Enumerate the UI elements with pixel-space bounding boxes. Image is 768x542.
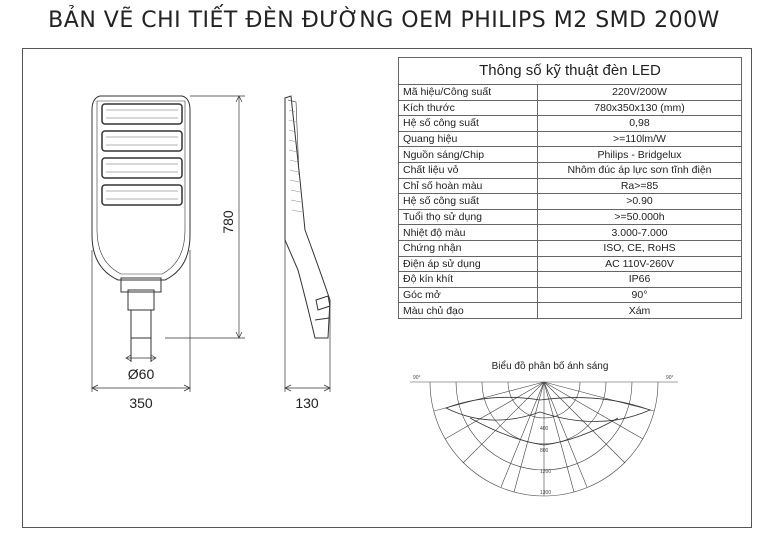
polar-ring-label: 1300: [540, 490, 552, 496]
side-dimensions: [285, 240, 330, 392]
pole-diameter-label: Ø60: [127, 366, 155, 382]
spec-row: [399, 225, 742, 241]
spec-row: [399, 194, 742, 210]
page-title: BẢN VẼ CHI TIẾT ĐÈN ĐƯỜNG OEM PHILIPS M2 SMD 200W: [48, 8, 720, 33]
polar-diagram: [410, 382, 678, 496]
height-dimension-label: 780: [220, 210, 236, 234]
spec-value: Xám: [538, 303, 742, 319]
spec-label: Nhiệt độ màu: [399, 225, 538, 241]
spec-value: AC 110V-260V: [538, 256, 742, 272]
spec-table-header-row: [399, 58, 742, 85]
spec-value: 3.000-7.000: [538, 225, 742, 241]
spec-row: [399, 100, 742, 116]
spec-label: Mã hiệu/Công suất: [399, 85, 538, 101]
polar-ring-label: 400: [540, 426, 549, 432]
spec-value: 780x350x130 (mm): [538, 100, 742, 116]
spec-value: 220V/200W: [538, 85, 742, 101]
spec-row: [399, 178, 742, 194]
polar-right-angle: 90°: [666, 375, 674, 381]
spec-value: >=110lm/W: [538, 131, 742, 147]
spec-row: [399, 240, 742, 256]
spec-value: 0,98: [538, 116, 742, 132]
side-view: [285, 96, 330, 338]
spec-row: [399, 209, 742, 225]
spec-row: [399, 287, 742, 303]
spec-value: 90°: [538, 287, 742, 303]
spec-row: [399, 256, 742, 272]
light-distribution-title: Biểu đồ phân bố ánh sáng: [491, 361, 609, 372]
spec-label: Điện áp sử dụng: [399, 256, 538, 272]
spec-label: Độ kín khít: [399, 272, 538, 288]
spec-value: Ra>=85: [538, 178, 742, 194]
spec-row: [399, 85, 742, 101]
spec-row: [399, 303, 742, 319]
spec-table: [398, 57, 742, 319]
polar-ring-label: 800: [540, 448, 549, 454]
spec-value: >0.90: [538, 194, 742, 210]
spec-label: Hệ số công suất: [399, 116, 538, 132]
spec-label: Nguồn sáng/Chip: [399, 147, 538, 163]
spec-row: [399, 147, 742, 163]
spec-table-header: Thông số kỹ thuật đèn LED: [399, 58, 742, 85]
depth-dimension-label: 130: [295, 395, 319, 411]
spec-value: Nhôm đúc áp lực sơn tĩnh điện: [538, 162, 742, 178]
spec-value: >=50.000h: [538, 209, 742, 225]
spec-value: IP66: [538, 272, 742, 288]
spec-label: Chứng nhận: [399, 240, 538, 256]
spec-label: Tuổi thọ sử dụng: [399, 209, 538, 225]
spec-label: Quang hiệu: [399, 131, 538, 147]
polar-ring-label: 1200: [540, 469, 552, 475]
spec-table-body: [399, 85, 742, 319]
spec-label: Chỉ số hoàn màu: [399, 178, 538, 194]
spec-row: [399, 116, 742, 132]
spec-label: Màu chủ đạo: [399, 303, 538, 319]
front-dimensions: [92, 96, 245, 392]
polar-left-angle: 90°: [413, 375, 421, 381]
spec-label: Kích thước: [399, 100, 538, 116]
spec-value: Philips - Bridgelux: [538, 147, 742, 163]
spec-row: [399, 162, 742, 178]
spec-value: ISO, CE, RoHS: [538, 240, 742, 256]
front-view: [92, 96, 190, 362]
spec-label: Góc mở: [399, 287, 538, 303]
spec-label: Hệ số công suất: [399, 194, 538, 210]
width-dimension-label: 350: [129, 395, 153, 411]
spec-row: [399, 272, 742, 288]
spec-label: Chất liệu vỏ: [399, 162, 538, 178]
spec-row: [399, 131, 742, 147]
